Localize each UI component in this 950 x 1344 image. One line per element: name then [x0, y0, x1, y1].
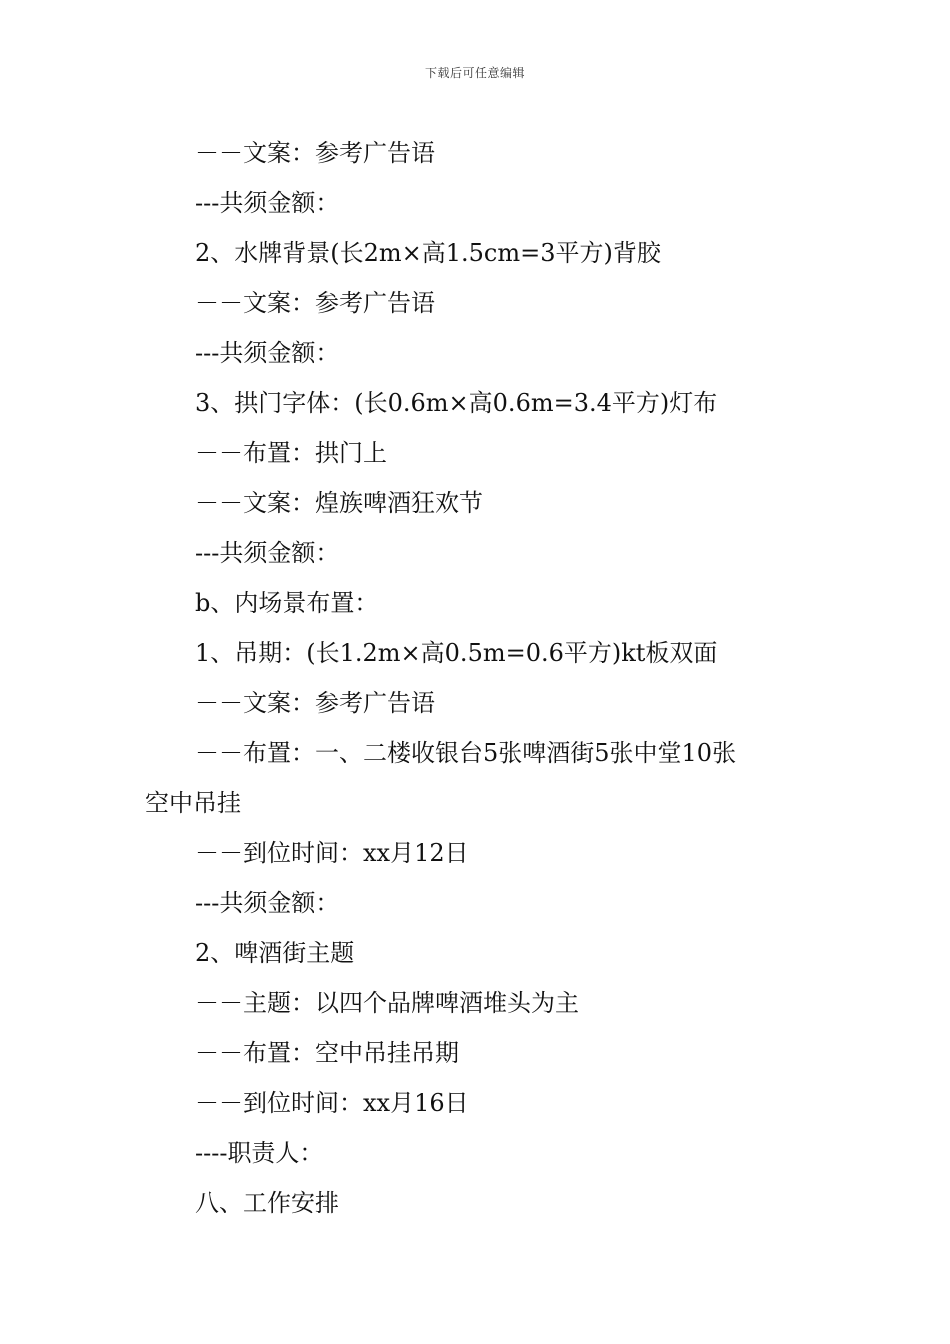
text-line: －－到位时间：xx月12日	[195, 839, 469, 867]
text-line: －－主题：以四个品牌啤酒堆头为主	[195, 989, 579, 1017]
text-line: －－文案：参考广告语	[195, 139, 435, 167]
text-line: b、内场景布置：	[195, 589, 379, 617]
text-line: 3、拱门字体：(长0.6m×高0.6m=3.4平方)灯布	[195, 389, 718, 417]
text-line: ---共须金额：	[195, 889, 340, 917]
text-line: 2、啤酒街主题	[195, 939, 355, 967]
text-line: ---共须金额：	[195, 189, 340, 217]
text-line: －－布置：拱门上	[195, 439, 387, 467]
text-line: 2、水牌背景(长2m×高1.5cm=3平方)背胶	[195, 239, 661, 267]
text-line: －－文案：参考广告语	[195, 289, 435, 317]
text-line: ----职责人：	[195, 1139, 324, 1167]
text-line: －－文案：参考广告语	[195, 689, 435, 717]
text-line: ---共须金额：	[195, 339, 340, 367]
document-body	[145, 128, 815, 1228]
text-line: －－布置：一、二楼收银台5张啤酒街5张中堂10张	[195, 739, 737, 767]
text-line: －－到位时间：xx月16日	[195, 1089, 469, 1117]
text-line: －－文案：煌族啤酒狂欢节	[195, 489, 483, 517]
text-line: －－布置：空中吊挂吊期	[195, 1039, 459, 1067]
text-line: ---共须金额：	[195, 539, 340, 567]
section-heading: 八、工作安排	[195, 1189, 339, 1217]
text-line-continuation: 空中吊挂	[145, 789, 241, 817]
page-header: 下载后可任意编辑	[424, 66, 525, 80]
text-line: 1、吊期：(长1.2m×高0.5m=0.6平方)kt板双面	[195, 639, 718, 667]
